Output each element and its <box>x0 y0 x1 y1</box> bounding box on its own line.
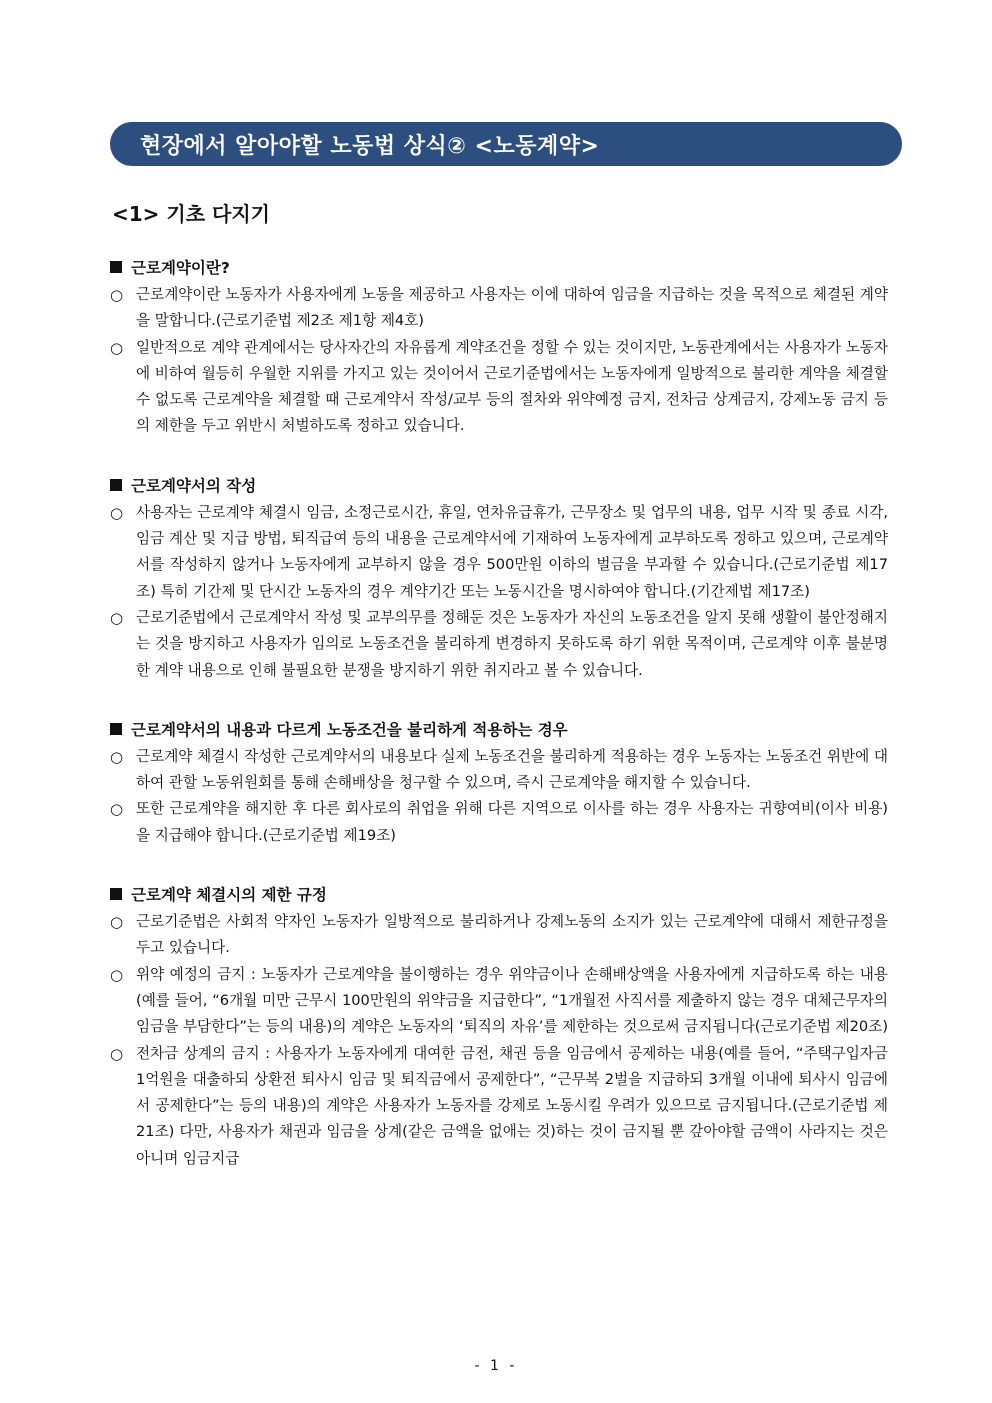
circle-bullet-icon: ○ <box>110 286 124 304</box>
circle-bullet-icon: ○ <box>110 747 124 766</box>
circle-bullet-icon: ○ <box>110 608 124 627</box>
section-heading-text: 근로계약 체결시의 제한 규정 <box>131 886 327 905</box>
list-item-text: 근로계약 체결시 작성한 근로계약서의 내용보다 실제 노동조건을 불리하게 적용하는 경우 노동자는 노동조건 위반에 대하여 관할 노동위원회를 통해 손해배상을 청구할 수 있으며, 즉시 근로계약을 해지할 수 있습니다. <box>136 747 888 792</box>
square-bullet-icon <box>110 479 122 491</box>
section <box>110 718 888 849</box>
list-item <box>110 962 888 1041</box>
section <box>110 256 888 440</box>
section-heading-text: 근로계약이란? <box>131 259 230 277</box>
list-item <box>110 282 888 335</box>
circle-bullet-icon: ○ <box>110 913 124 932</box>
list-item-text: 위약 예정의 금지 : 노동자가 근로계약을 불이행하는 경우 위약금이나 손해배상액을 사용자에게 지급하도록 하는 내용(예를 들어, “6개월 미만 근무시 100만원의 위약금을 지급한다”, “1개월전 사직서를 제출하지 않는 경우 대체근무자의 임금을 부담한다”는 등의 내용)의 계약은 노동자의 ‘퇴직의 자유’를 제한하는 것으로써 금지됩니다(근로기준법 제20조) <box>136 965 889 1036</box>
section-heading <box>110 883 888 905</box>
list-item-text: 일반적으로 계약 관계에서는 당사자간의 자유롭게 계약조건을 정할 수 있는 것이지만, 노동관계에서는 사용자가 노동자에 비하여 월등히 우월한 지위를 가지고 있는 것이어서 근로기준법에서는 노동자에게 일방적으로 불리한 계약을 체결할 수 없도록 근로계약을 체결할 때 근로계약서 작성/교부 등의 절차와 위약예정 금지, 전차금 상계금지, 강제노동 금지 등의 제한을 두고 위반시 처벌하도록 정하고 있습니다. <box>136 338 888 435</box>
section-heading <box>110 256 888 278</box>
section <box>110 883 888 1172</box>
list-item <box>110 796 888 849</box>
square-bullet-icon <box>110 888 122 900</box>
list-item-text: 근로기준법에서 근로계약서 작성 및 교부의무를 정해둔 것은 노동자가 자신의 노동조건을 알지 못해 생활이 불안정해지는 것을 방지하고 사용자가 임의로 노동조건을 불리하게 변경하지 못하도록 하기 위한 목적이며, 근로계약 이후 불분명한 계약 내용으로 인해 불필요한 분쟁을 방지하기 위한 취지라고 볼 수 있습니다. <box>136 608 888 679</box>
section-heading <box>110 718 888 740</box>
section-heading <box>110 474 888 496</box>
square-bullet-icon <box>110 261 122 273</box>
page-number: - 1 - <box>474 1358 518 1374</box>
section-heading-text: 근로계약서의 내용과 다르게 노동조건을 불리하게 적용하는 경우 <box>131 720 568 739</box>
circle-bullet-icon: ○ <box>110 338 124 357</box>
list-item <box>110 1041 888 1172</box>
circle-bullet-icon: ○ <box>110 800 124 819</box>
section-subtitle: <1> 기초 다지기 <box>112 202 270 226</box>
circle-bullet-icon: ○ <box>110 503 124 522</box>
circle-bullet-icon: ○ <box>110 1044 124 1063</box>
list-item-text: 전차금 상계의 금지 : 사용자가 노동자에게 대여한 금전, 채권 등을 임금에서 공제하는 내용(예를 들어, “주택구입자금 1억원을 대출하되 상환전 퇴사시 임금 및 퇴직금에서 공제한다”, “근무복 2벌을 지급하되 3개월 이내에 퇴사시 임금에서 공제한다”는 등의 내용)의 계약은 사용자가 노동자를 강제로 노동시킬 우려가 있으므로 금지됩니다.(근로기준법 제21조) 다만, 사용자가 채권과 임금을 상계(같은 금액을 없애는 것)하는 것이 금지될 뿐 갚아야할 금액이 사라지는 것은 아니며 임금지급 <box>136 1044 888 1167</box>
title-banner <box>110 122 902 166</box>
list-item-text: 사용자는 근로계약 체결시 임금, 소정근로시간, 휴일, 연차유급휴가, 근무장소 및 업무의 내용, 업무 시작 및 종료 시각, 임금 계산 및 지급 방법, 퇴직급여 등의 내용을 근로계약서에 기재하여 노동자에게 교부하도록 정하고 있으며, 근로계약서를 작성하지 않거나 노동자에게 교부하지 않을 경우 500만원 이하의 벌금을 부과할 수 있습니다.(근로기준법 제17조) 특히 기간제 및 단시간 노동자의 경우 계약기간 또는 노동시간을 명시하여야 합니다.(기간제법 제17조) <box>136 503 888 600</box>
document-body <box>110 256 888 1206</box>
list-item-text: 근로기준법은 사회적 약자인 노동자가 일방적으로 불리하거나 강제노동의 소지가 있는 근로계약에 대해서 제한규정을 두고 있습니다. <box>136 913 888 957</box>
list-item-text: 또한 근로계약을 해지한 후 다른 회사로의 취업을 위해 다른 지역으로 이사를 하는 경우 사용자는 귀향여비(이사 비용)을 지급해야 합니다.(근로기준법 제19조) <box>136 800 888 844</box>
list-item <box>110 605 888 684</box>
circle-bullet-icon: ○ <box>110 965 124 984</box>
section-heading-text: 근로계약서의 작성 <box>131 476 257 495</box>
square-bullet-icon <box>110 723 122 735</box>
list-item-text: 근로계약이란 노동자가 사용자에게 노동을 제공하고 사용자는 이에 대하여 임금을 지급하는 것을 목적으로 체결된 계약을 말합니다.(근로기준법 제2조 제1항 제4호) <box>136 286 888 330</box>
page-title: 현장에서 알아야할 노동법 상식② <노동계약> <box>140 133 600 159</box>
list-item <box>110 500 888 605</box>
section <box>110 474 888 684</box>
list-item <box>110 909 888 962</box>
list-item <box>110 335 888 440</box>
list-item <box>110 744 888 797</box>
